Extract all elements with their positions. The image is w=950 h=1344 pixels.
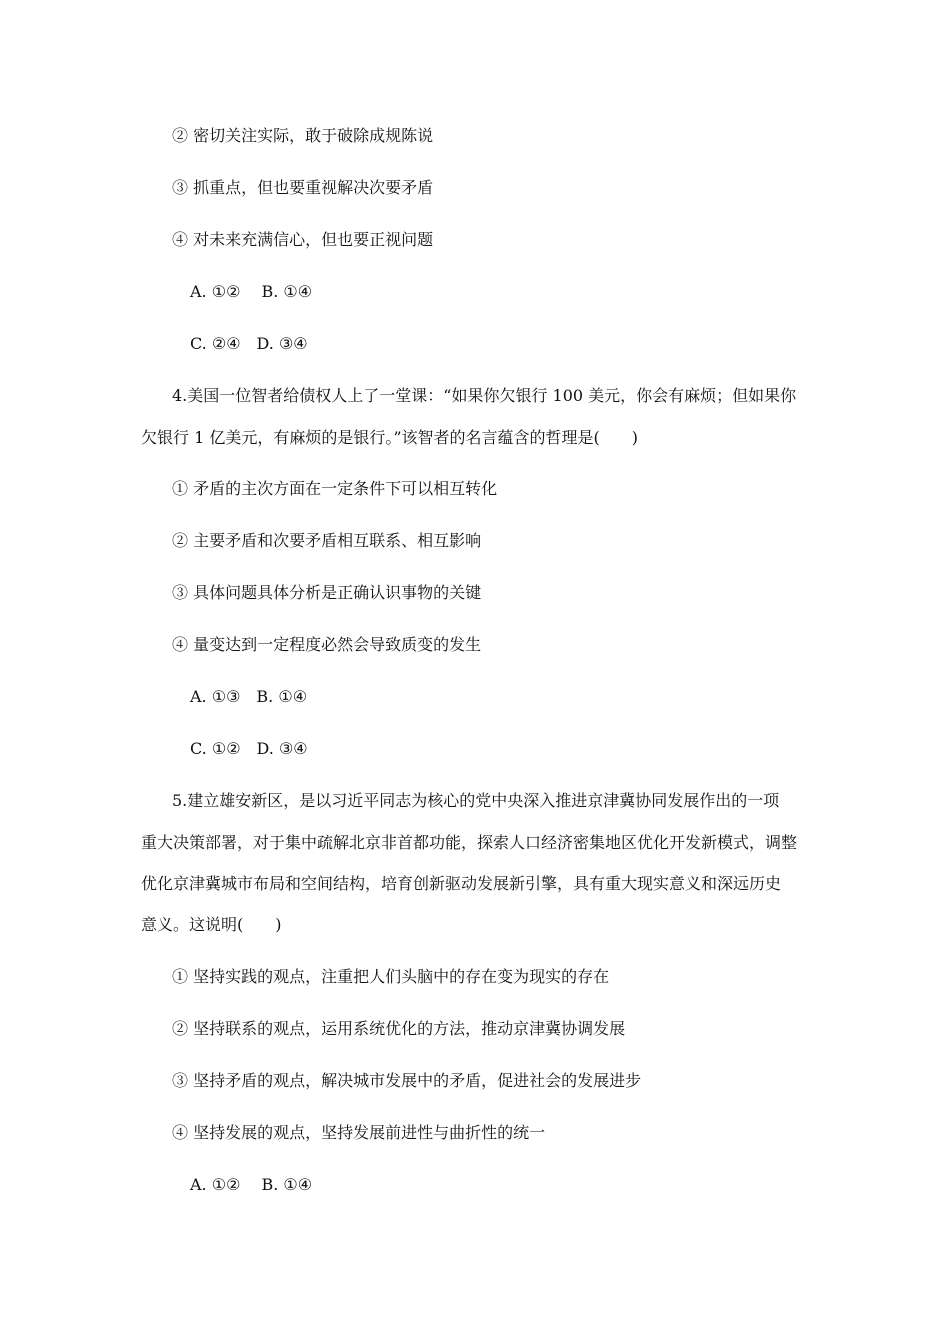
q5-statement-4: ④ 坚持发展的观点，坚持发展前进性与曲折性的统一 xyxy=(172,1123,546,1142)
q4-stem-line-2: 欠银行 1 亿美元，有麻烦的是银行。”该智者的名言蕴含的哲理是( ) xyxy=(141,428,639,447)
q5-stem-line-2: 重大决策部署，对于集中疏解北京非首都功能，探索人口经济密集地区优化开发新模式，调整 xyxy=(141,833,798,852)
q5-stem-line-4: 意义。这说明( ) xyxy=(141,915,282,934)
q4-statement-2: ② 主要矛盾和次要矛盾相互联系、相互影响 xyxy=(172,531,482,550)
q3-answer-row-1: A. ①② B. ①④ xyxy=(190,282,313,301)
q5-statement-1: ① 坚持实践的观点，注重把人们头脑中的存在变为现实的存在 xyxy=(172,967,610,986)
q4-statement-1: ① 矛盾的主次方面在一定条件下可以相互转化 xyxy=(172,479,498,498)
q4-statement-3: ③ 具体问题具体分析是正确认识事物的关键 xyxy=(172,583,482,602)
q5-statement-2: ② 坚持联系的观点，运用系统优化的方法，推动京津冀协调发展 xyxy=(172,1019,626,1038)
q5-answer-row-1: A. ①② B. ①④ xyxy=(190,1175,313,1194)
q4-answer-row-1: A. ①③ B. ①④ xyxy=(190,687,308,706)
q4-stem-line-1: 4.美国一位智者给债权人上了一堂课：“如果你欠银行 100 美元，你会有麻烦；但如果你 xyxy=(172,386,797,405)
q5-stem-line-3: 优化京津冀城市布局和空间结构，培育创新驱动发展新引擎，具有重大现实意义和深远历史 xyxy=(141,874,782,893)
q3-answer-row-2: C. ②④ D. ③④ xyxy=(190,334,308,353)
q4-answer-row-2: C. ①② D. ③④ xyxy=(190,739,308,758)
q3-statement-4: ④ 对未来充满信心，但也要正视问题 xyxy=(172,230,434,249)
q3-statement-3: ③ 抓重点，但也要重视解决次要矛盾 xyxy=(172,178,434,197)
q3-statement-2: ② 密切关注实际，敢于破除成规陈说 xyxy=(172,126,434,145)
q4-statement-4: ④ 量变达到一定程度必然会导致质变的发生 xyxy=(172,635,482,654)
q5-statement-3: ③ 坚持矛盾的观点，解决城市发展中的矛盾，促进社会的发展进步 xyxy=(172,1071,642,1090)
q5-stem-line-1: 5.建立雄安新区，是以习近平同志为核心的党中央深入推进京津冀协同发展作出的一项 xyxy=(172,791,780,810)
